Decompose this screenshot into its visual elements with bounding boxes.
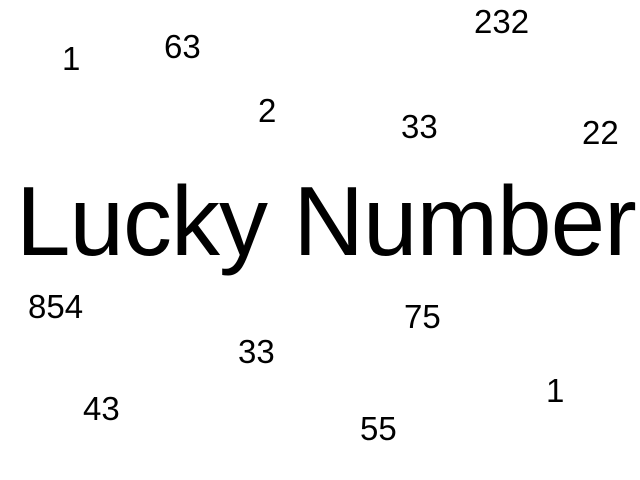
number-label: 43 [83,390,120,427]
number-label: 22 [582,114,619,151]
page-title: Lucky Number [16,166,636,276]
number-label: 854 [28,288,84,325]
number-label: 63 [164,28,201,65]
number-label: 55 [360,410,397,447]
number-label: 2 [258,92,277,129]
number-label: 232 [474,3,530,40]
number-label: 1 [62,40,81,77]
number-label: 33 [401,108,438,145]
number-label: 75 [404,298,441,335]
number-label: 33 [238,333,275,370]
number-label: 1 [546,372,565,409]
